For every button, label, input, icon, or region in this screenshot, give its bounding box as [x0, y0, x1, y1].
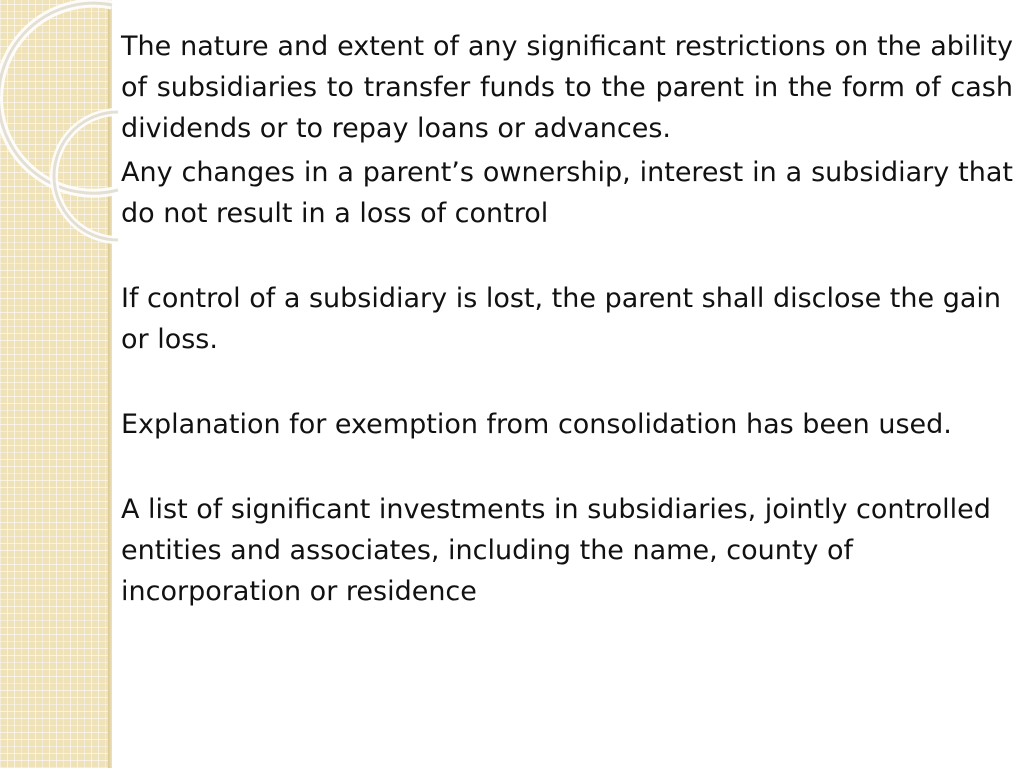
decorative-arc-outer — [0, 3, 118, 193]
paragraph-exemption: Explanation for exemption from consolidation has been used. — [121, 409, 952, 440]
paragraph-control-lost: If control of a subsidiary is lost, the parent shall disclose the gain or loss. — [121, 283, 1001, 355]
decorative-arc-inner-shade — [54, 112, 118, 240]
paragraph-ownership-changes: Any changes in a parent’s ownership, interest in a subsidiary that do not result in a loss of control — [121, 157, 1013, 229]
paragraph-spacer — [121, 445, 1013, 489]
decorative-arc-outer-shade — [0, 3, 118, 193]
slide-body — [121, 26, 1013, 612]
decorative-arc-inner — [54, 112, 118, 240]
paragraph-investments-list: A list of significant investments in subsidiaries, jointly controlled entities and associates, including the name, county of incorporation or residence — [121, 494, 991, 607]
paragraph-spacer — [121, 360, 1013, 404]
paragraph-spacer — [121, 234, 1013, 278]
paragraph-restrictions: The nature and extent of any significant restrictions on the ability of subsidiaries to transfer funds to the parent in the form of cash dividends or to repay loans or advances. — [121, 31, 1013, 144]
